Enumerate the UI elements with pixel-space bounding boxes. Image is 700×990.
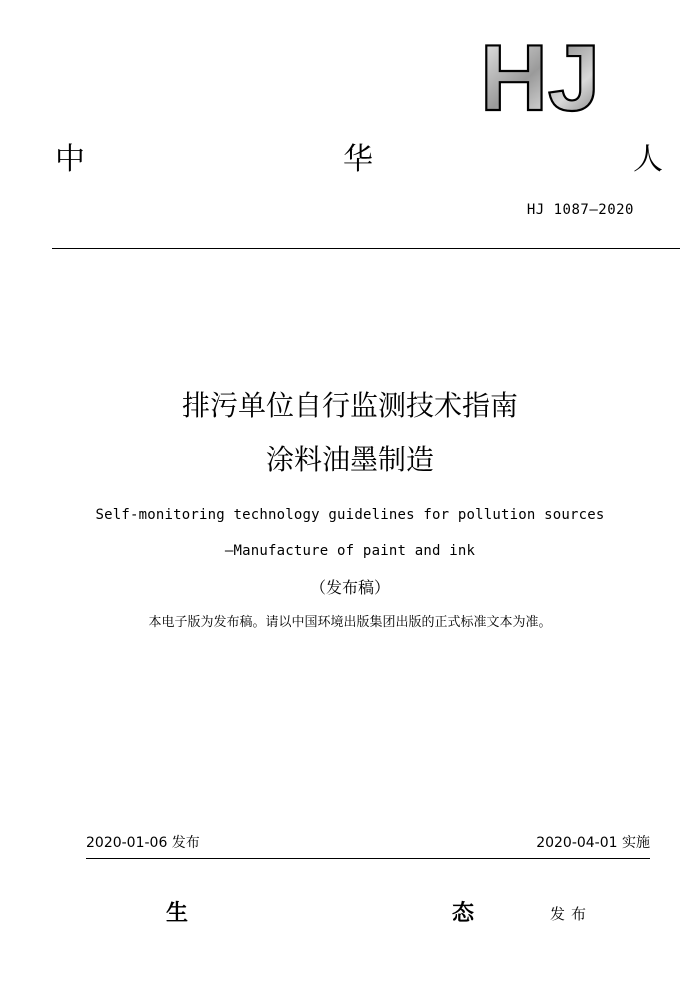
header-char-hua: 华	[343, 142, 373, 177]
publish-date: 2020-01-06 发布	[86, 835, 200, 851]
logo-text: HJ	[480, 30, 601, 114]
hj-logo	[478, 30, 620, 114]
standard-number: HJ 1087—2020	[526, 202, 634, 218]
title-en-line1: Self-monitoring technology guidelines for pollution sources	[95, 507, 605, 523]
header-char-ren: 人	[633, 142, 663, 177]
bottom-divider	[86, 858, 650, 859]
draft-label: （发布稿）	[309, 578, 390, 597]
header-char-zhong: 中	[55, 142, 85, 177]
issuer-char-sheng: 生	[166, 900, 189, 926]
issuer-char-tai: 态	[452, 900, 475, 926]
top-divider	[52, 248, 680, 249]
edition-note: 本电子版为发布稿。请以中国环境出版集团出版的正式标准文本为准。	[148, 615, 552, 630]
title-cn-line2: 涂料油墨制造	[265, 443, 434, 476]
implement-date: 2020-04-01 实施	[536, 835, 650, 851]
title-cn-line1: 排污单位自行监测技术指南	[181, 389, 518, 422]
title-en-line2: —Manufacture of paint and ink	[224, 543, 476, 559]
issue-label: 发布	[550, 905, 593, 923]
